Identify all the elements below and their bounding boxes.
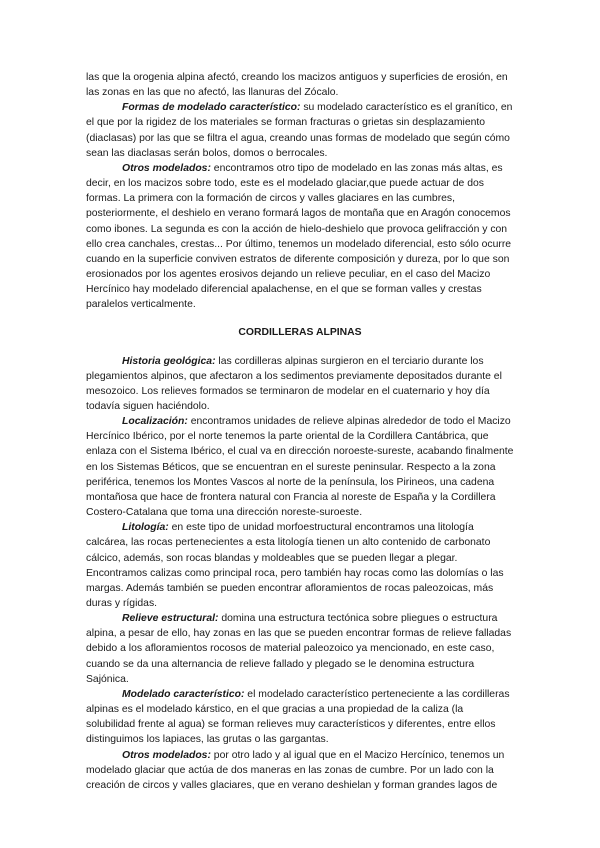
paragraph-lead: Formas de modelado característico: bbox=[122, 102, 301, 114]
paragraph-relieve-estructural bbox=[86, 611, 514, 687]
paragraph-otros-modelados bbox=[86, 161, 514, 313]
section-heading: CORDILLERAS ALPINAS bbox=[238, 326, 362, 338]
paragraph-lead: Historia geológica: bbox=[122, 355, 216, 367]
intro-paragraph: las que la orogenia alpina afectó, creando los macizos antiguos y superficies de erosión, en las zonas en las que no afectó, las llanuras del Zócalo. bbox=[86, 72, 508, 99]
paragraph-text: por otro lado y al igual que en el Macizo Hercínico, tenemos un modelado glaciar que actúa de dos maneras en las zonas de cumbre. Por un lado con la creación de circos y valles glaciares, que en verano deshielan y forman grandes lagos de bbox=[86, 749, 505, 791]
paragraph-lead: Otros modelados: bbox=[122, 162, 211, 174]
paragraph-historia-geologica bbox=[86, 354, 514, 415]
paragraph-lead: Litología: bbox=[122, 522, 169, 534]
paragraph-formas-modelado bbox=[86, 100, 514, 161]
paragraph-text: en este tipo de unidad morfoestructural encontramos una litología calcárea, las rocas pertenecientes a esta litología tienen un alto contenido de carbonato cálcico, además, son rocas blandas y moldeables que se pueden llegar a plegar. Encontramos calizas como principal roca, pero también hay rocas como las dolomías o las margas. Además también se pueden encontrar afloramientos de rocas paleozoicas, más duras y rígidas. bbox=[86, 522, 504, 609]
paragraph-text: el modelado característico perteneciente a las cordilleras alpinas es el modelado kárstico, en el que gracias a una propiedad de la caliza (la solubilidad frente al agua) se forman relieves muy característicos y diferentes, entre ellos distinguimos los lapiaces, las grutas o las gargantas. bbox=[86, 688, 510, 746]
paragraph-lead: Localización: bbox=[122, 416, 188, 428]
paragraph-lead: Modelado característico: bbox=[122, 688, 245, 700]
paragraph-modelado-caracteristico bbox=[86, 687, 514, 748]
paragraph-text: las cordilleras alpinas surgieron en el terciario durante los plegamientos alpinos, que afectaron a los sedimentos previamente depositados durante el mesozoico. Los relieves formados se terminaron de modelar en el cuaternario y hoy día todavía siguen haciéndolo. bbox=[86, 355, 502, 412]
paragraph-lead: Otros modelados: bbox=[122, 749, 211, 761]
paragraph-lead: Relieve estructural: bbox=[122, 613, 219, 625]
paragraph-otros-modelados-alpinos bbox=[86, 748, 514, 793]
paragraph-text: su modelado característico es el granítico, en el que por la rigidez de los materiales se forman fracturas o grietas sin desplazamiento (diaclasas) por las que se filtra el agua, creando unas formas de modelado que según cómo sean las diaclasas serán bolos, domos o berrocales. bbox=[86, 102, 513, 159]
paragraph-text: domina una estructura tectónica sobre pliegues o estructura alpina, a pesar de ello, hay zonas en las que se pueden encontrar formas de relieve falladas debido a los afloramientos rocosos de material paleozoico ya mencionado, en este caso, cuando se da una alternancia de relieve fallado y plegado se le denomina estructura Sajónica. bbox=[86, 613, 512, 685]
paragraph-text: encontramos otro tipo de modelado en las zonas más altas, es decir, en los macizos sobre todo, este es el modelado glaciar,que puede actuar de dos formas. La primera con la formación de circos y valles glaciares en las cumbres, posteriormente, el deshielo en verano formará lagos de montaña que en Aragón conocemos como ibones. La segunda es con la acción de hielo-deshielo que provoca gelifracción y con ello crea canchales, crestas... Por último, tenemos un modelado diferencial, esto sólo ocurre cuando en la superficie conviven estratos de diferente composición y dureza, por lo que son erosionados por los agentes erosivos dejando un relieve peculiar, en el caso del Macizo Hercínico hay modelado diferencial apalachense, en el que se forman valles y crestas paralelos verticalmente. bbox=[86, 162, 512, 311]
paragraph-text: encontramos unidades de relieve alpinas alrededor de todo el Macizo Hercínico Ibérico, por el norte tenemos la parte oriental de la Cordillera Cantábrica, que enlaza con el Sistema Ibérico, el cual va en dirección noroeste-sureste, acabando finalmente en los Sistemas Béticos, que se encuentran en el sureste peninsular. Respecto a la zona periférica, tenemos los Montes Vascos al norte de la península, los Pirineos, una cadena montañosa que hace de frontera natural con Francia al noreste de España y la Cordillera Costero-Catalana que toma una dirección noreste-suroeste. bbox=[86, 416, 514, 519]
paragraph-localizacion bbox=[86, 414, 514, 520]
paragraph-litologia bbox=[86, 520, 514, 611]
